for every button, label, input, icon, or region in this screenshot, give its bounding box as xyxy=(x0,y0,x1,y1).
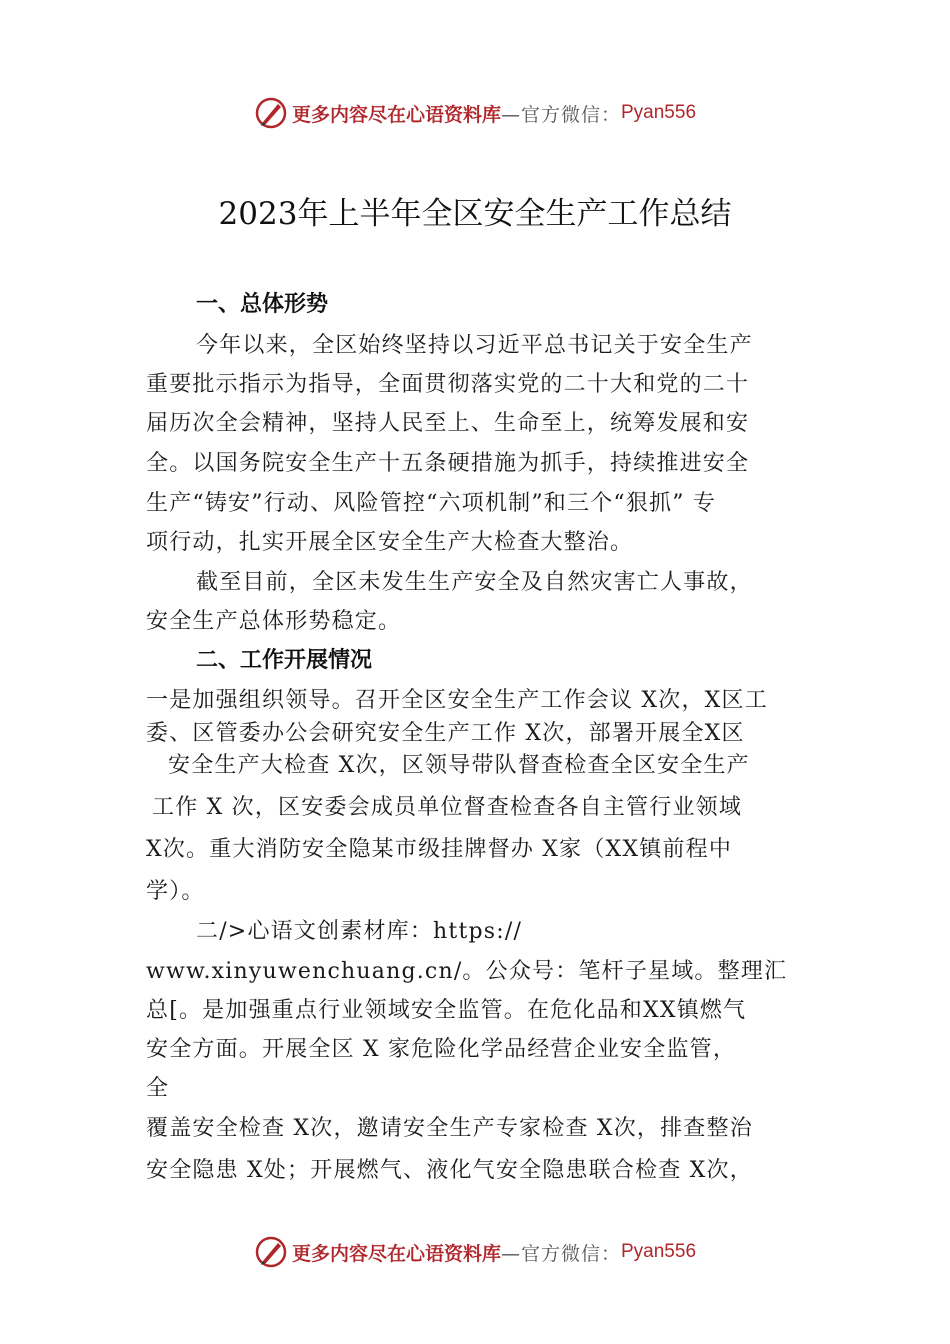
body-line: 今年以来，全区始终坚持以习近平总书记关于安全生产 xyxy=(196,333,753,358)
body-line: 全 xyxy=(146,1076,170,1101)
pen-logo-icon xyxy=(254,96,288,130)
section1-heading: 一、总体形势 xyxy=(196,292,329,317)
footer-watermark xyxy=(0,1235,950,1269)
body-line: 覆盖安全检查 X次，邀请安全生产专家检查 X次，排查整治 xyxy=(146,1116,753,1141)
body-line: 全。以国务院安全生产十五条硬措施为抓手，持续推进安全 xyxy=(146,451,750,476)
body-line: 安全生产总体形势稳定。 xyxy=(146,609,402,634)
body-line: 二/>心语文创素材库：https:// xyxy=(196,919,523,944)
body-line: 项行动，扎实开展全区安全生产大检查大整治。 xyxy=(146,530,634,555)
body-line: 安全生产大检查 X次，区领导带队督查检查全区安全生产 xyxy=(168,753,750,778)
watermark-brand: 更多内容尽在心语资料库 xyxy=(291,1242,501,1265)
watermark-brand: 更多内容尽在心语资料库 xyxy=(291,103,501,126)
body-line: 截至目前，全区未发生生产安全及自然灾害亡人事故， xyxy=(196,570,753,595)
body-line: 安全隐患 X处；开展燃气、液化气安全隐患联合检查 X次， xyxy=(146,1158,753,1183)
body-line: 总[。是加强重点行业领域安全监管。在危化品和XX镇燃气 xyxy=(146,998,747,1023)
watermark-label: —官方微信： xyxy=(500,103,621,126)
body-line: 安全方面。开展全区 X 家危险化学品经营企业安全监管， xyxy=(146,1037,737,1062)
body-line: 届历次全会精神，坚持人民至上、生命至上，统筹发展和安 xyxy=(146,411,750,436)
section2-heading: 二、工作开展情况 xyxy=(196,648,373,673)
pen-logo-icon xyxy=(254,1235,288,1269)
body-line: 工作 X 次，区安委会成员单位督查检查各自主管行业领域 xyxy=(152,795,743,820)
watermark-id: Pyan556 xyxy=(621,102,697,123)
body-line: 重要批示指示为指导，全面贯彻落实党的二十大和党的二十 xyxy=(146,372,750,397)
body-line: 学）。 xyxy=(146,879,205,904)
body-line: 生产“铸安”行动、风险管控“六项机制”和三个“狠抓” 专 xyxy=(146,491,717,516)
watermark-label: —官方微信： xyxy=(500,1242,621,1265)
body-line: 一是加强组织领导。召开全区安全生产工作会议 X次，X区工 xyxy=(146,688,768,713)
watermark-id: Pyan556 xyxy=(621,1241,697,1262)
body-line: 委、区管委办公会研究安全生产工作 X次，部署开展全X区 xyxy=(146,721,745,746)
document-title: 2023年上半年全区安全生产工作总结 xyxy=(218,196,732,232)
body-line: www.xinyuwenchuang.cn/。公众号：笔杆子星域。整理汇 xyxy=(146,959,788,984)
body-line: X次。重大消防安全隐某市级挂牌督办 X家（XX镇前程中 xyxy=(146,837,733,862)
header-watermark xyxy=(0,96,950,130)
